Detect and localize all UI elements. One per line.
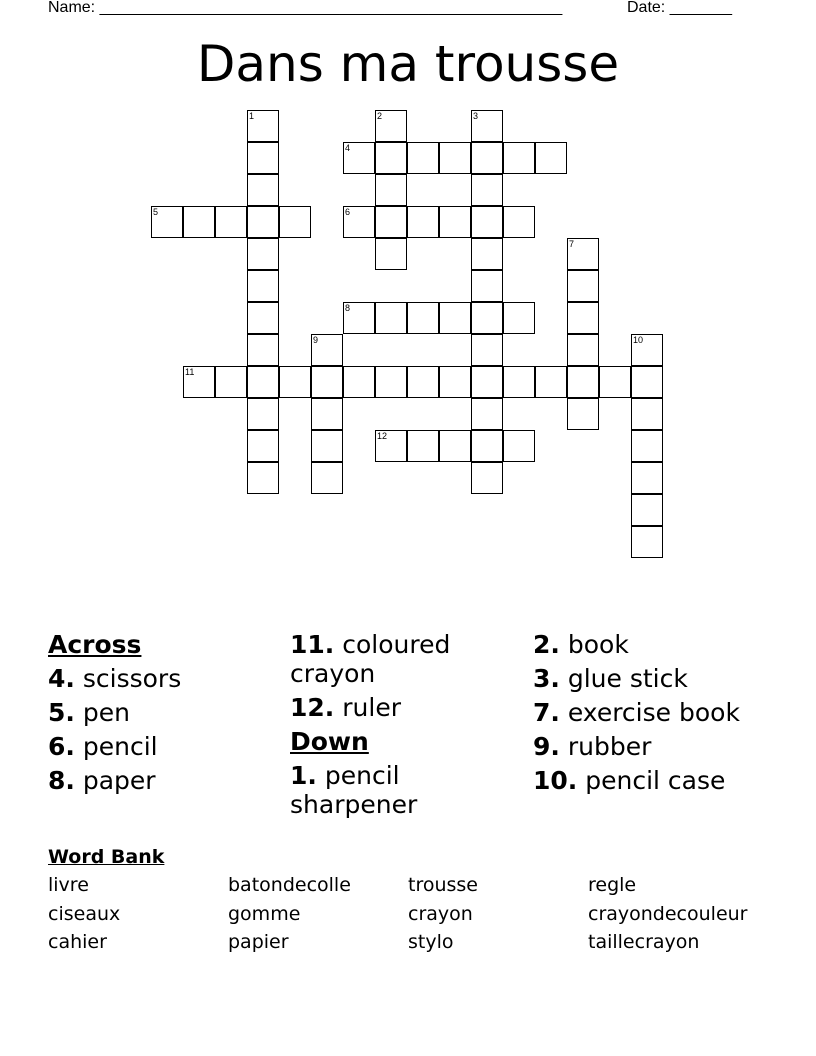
crossword-cell[interactable] (471, 110, 503, 142)
crossword-cell[interactable] (343, 206, 375, 238)
crossword-cell[interactable] (215, 206, 247, 238)
crossword-cell[interactable] (407, 142, 439, 174)
down-heading: Down (290, 727, 369, 756)
crossword-cell[interactable] (247, 430, 279, 462)
clue-number: 1. (290, 761, 317, 790)
crossword-cell[interactable] (599, 366, 631, 398)
crossword-cell[interactable] (471, 206, 503, 238)
word-bank-item: cahier (48, 931, 107, 953)
cell-number: 1 (249, 111, 255, 121)
crossword-cell[interactable] (471, 430, 503, 462)
page-title: Dans ma trousse (196, 35, 620, 93)
crossword-cell[interactable] (375, 238, 407, 270)
crossword-cell[interactable] (375, 174, 407, 206)
word-bank-title: Word Bank (48, 846, 165, 868)
clue-text: rubber (567, 732, 652, 761)
crossword-cell[interactable] (503, 366, 535, 398)
crossword-cell[interactable] (471, 174, 503, 206)
clue-across-12 (290, 693, 520, 722)
crossword-cell[interactable] (631, 430, 663, 462)
crossword-cell[interactable] (375, 142, 407, 174)
crossword-cell[interactable] (471, 462, 503, 494)
word-bank-item: regle (588, 874, 637, 896)
clue-down-3 (533, 664, 768, 693)
crossword-cell[interactable] (183, 366, 215, 398)
crossword-cell[interactable] (311, 398, 343, 430)
clue-text: exercise book (567, 698, 740, 727)
crossword-cell[interactable] (471, 302, 503, 334)
crossword-cell[interactable] (567, 270, 599, 302)
crossword-cell[interactable] (567, 398, 599, 430)
crossword-cell[interactable] (247, 398, 279, 430)
crossword-cell[interactable] (503, 430, 535, 462)
crossword-cell[interactable] (631, 334, 663, 366)
crossword-cell[interactable] (375, 366, 407, 398)
crossword-cell[interactable] (343, 142, 375, 174)
cell-number: 8 (345, 303, 351, 313)
crossword-cell[interactable] (279, 366, 311, 398)
crossword-cell[interactable] (439, 142, 471, 174)
cell-number: 2 (377, 111, 383, 121)
crossword-cell[interactable] (471, 398, 503, 430)
crossword-cell[interactable] (535, 142, 567, 174)
cell-number: 9 (313, 335, 319, 345)
crossword-cell[interactable] (471, 366, 503, 398)
clue-text: ruler (342, 693, 401, 722)
crossword-cell[interactable] (439, 366, 471, 398)
crossword-cell[interactable] (247, 366, 279, 398)
crossword-cell[interactable] (311, 334, 343, 366)
clues-column-1 (48, 630, 288, 800)
crossword-cell[interactable] (407, 206, 439, 238)
crossword-cell[interactable] (311, 430, 343, 462)
crossword-cell[interactable] (247, 334, 279, 366)
word-bank-item: ciseaux (48, 903, 121, 925)
clue-number: 9. (533, 732, 560, 761)
clue-text: pen (82, 698, 130, 727)
crossword-cell[interactable] (471, 142, 503, 174)
clue-text: pencil case (585, 766, 726, 795)
crossword-cell[interactable] (247, 270, 279, 302)
crossword-cell[interactable] (247, 142, 279, 174)
clue-down-7 (533, 698, 768, 727)
crossword-cell[interactable] (247, 174, 279, 206)
crossword-cell[interactable] (407, 430, 439, 462)
clue-number: 3. (533, 664, 560, 693)
clue-across-4 (48, 664, 288, 693)
crossword-cell[interactable] (631, 366, 663, 398)
crossword-cell[interactable] (439, 430, 471, 462)
crossword-cell[interactable] (631, 462, 663, 494)
clue-number: 11. (290, 630, 335, 659)
crossword-cell[interactable] (407, 302, 439, 334)
clue-number: 2. (533, 630, 560, 659)
clue-down-9 (533, 732, 768, 761)
clues-column-3 (533, 630, 768, 800)
crossword-cell[interactable] (567, 334, 599, 366)
crossword-cell[interactable] (439, 206, 471, 238)
cell-number: 6 (345, 207, 351, 217)
word-bank-item: gomme (228, 903, 301, 925)
crossword-cell[interactable] (247, 462, 279, 494)
cell-number: 11 (185, 367, 195, 377)
crossword-cell[interactable] (471, 270, 503, 302)
crossword-cell[interactable] (375, 430, 407, 462)
crossword-cell[interactable] (215, 366, 247, 398)
clue-number: 10. (533, 766, 578, 795)
clue-text: paper (82, 766, 156, 795)
crossword-cell[interactable] (247, 302, 279, 334)
cell-number: 10 (633, 335, 644, 345)
clue-down-1 (290, 761, 520, 819)
crossword-cell[interactable] (407, 366, 439, 398)
across-heading: Across (48, 630, 142, 659)
crossword-cell[interactable] (343, 302, 375, 334)
cell-number: 3 (473, 111, 479, 121)
clue-down-2 (533, 630, 768, 659)
name-field[interactable]: Name: ____________________________________________________ (48, 0, 563, 16)
crossword-cell[interactable] (343, 366, 375, 398)
crossword-cell[interactable] (503, 142, 535, 174)
crossword-cell[interactable] (279, 206, 311, 238)
word-bank-item: crayondecouleur (588, 903, 748, 925)
clue-text: scissors (82, 664, 182, 693)
crossword-cell[interactable] (311, 462, 343, 494)
crossword-cell[interactable] (375, 206, 407, 238)
crossword-cell[interactable] (471, 238, 503, 270)
crossword-cell[interactable] (567, 238, 599, 270)
date-field[interactable]: Date: _______ (627, 0, 732, 16)
word-bank-item: batondecolle (228, 874, 351, 896)
crossword-cell[interactable] (503, 206, 535, 238)
clue-text: coloured crayon (290, 630, 451, 688)
clue-text: book (567, 630, 629, 659)
crossword-cell[interactable] (247, 110, 279, 142)
crossword-cell[interactable] (439, 302, 471, 334)
word-bank-item: crayon (408, 903, 473, 925)
crossword-cell[interactable] (631, 494, 663, 526)
cell-number: 4 (345, 143, 351, 153)
crossword-cell[interactable] (631, 526, 663, 558)
crossword-cell[interactable] (183, 206, 215, 238)
clue-across-8 (48, 766, 288, 795)
crossword-cell[interactable] (311, 366, 343, 398)
crossword-cell[interactable] (375, 110, 407, 142)
clue-across-5 (48, 698, 288, 727)
crossword-cell[interactable] (567, 366, 599, 398)
clue-across-11 (290, 630, 520, 688)
crossword-cell[interactable] (567, 302, 599, 334)
clue-text: glue stick (567, 664, 688, 693)
clue-number: 5. (48, 698, 75, 727)
clue-across-6 (48, 732, 288, 761)
clue-number: 8. (48, 766, 75, 795)
clue-number: 12. (290, 693, 335, 722)
word-bank-item: papier (228, 931, 289, 953)
crossword-cell[interactable] (151, 206, 183, 238)
word-bank-item: trousse (408, 874, 478, 896)
crossword-cell[interactable] (247, 238, 279, 270)
crossword-cell[interactable] (247, 206, 279, 238)
crossword-cell[interactable] (503, 302, 535, 334)
clue-text: pencil sharpener (290, 761, 418, 819)
crossword-cell[interactable] (535, 366, 567, 398)
crossword-cell[interactable] (471, 334, 503, 366)
clue-number: 4. (48, 664, 75, 693)
word-bank-item: taillecrayon (588, 931, 700, 953)
cell-number: 5 (153, 207, 159, 217)
clue-number: 7. (533, 698, 560, 727)
clues-column-2 (290, 630, 520, 824)
clue-text: pencil (82, 732, 158, 761)
word-bank-item: stylo (408, 931, 454, 953)
clue-number: 6. (48, 732, 75, 761)
word-bank-item: livre (48, 874, 89, 896)
clue-down-10 (533, 766, 768, 795)
cell-number: 7 (569, 239, 575, 249)
cell-number: 12 (377, 431, 388, 441)
crossword-cell[interactable] (375, 302, 407, 334)
crossword-cell[interactable] (631, 398, 663, 430)
